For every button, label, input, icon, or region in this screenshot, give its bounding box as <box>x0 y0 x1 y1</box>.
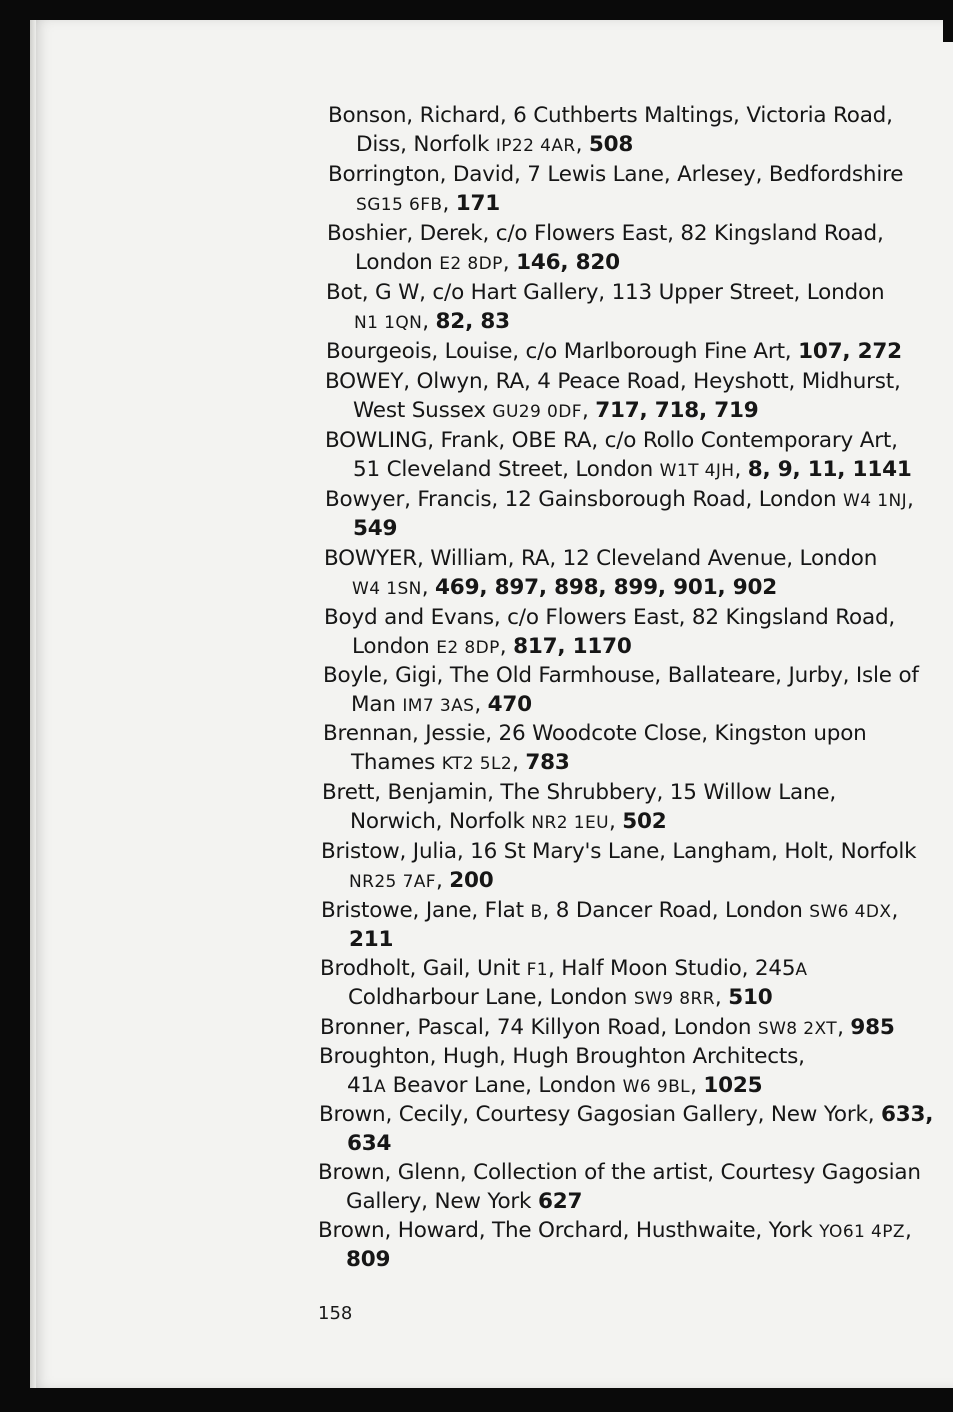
page-references: 211 <box>349 927 394 953</box>
postcode: SG15 6FB <box>356 195 443 216</box>
page-references: 502 <box>622 809 667 835</box>
entry-continuation-line <box>326 307 884 336</box>
entry-continuation-line <box>328 130 893 159</box>
index-entry-broughton <box>319 1042 805 1101</box>
entry-continuation-line <box>321 925 898 954</box>
entry-text: , <box>837 1015 851 1040</box>
entry-text: Bourgeois, Louise, c/o Marlborough Fine Art, <box>326 339 799 364</box>
index-entry-bowyer-francis <box>325 485 914 544</box>
page-references: 634 <box>347 1131 392 1157</box>
entry-text: BOWEY, Olwyn, RA, 4 Peace Road, Heyshott, Midhurst, <box>325 369 901 394</box>
entry-text: Thames <box>351 750 442 776</box>
page-references: 809 <box>346 1247 391 1273</box>
postcode: B <box>530 902 543 922</box>
entry-text: Bonson, Richard, 6 Cuthberts Maltings, Victoria Road, <box>328 103 893 128</box>
entry-text: , <box>422 309 436 335</box>
entry-continuation-line <box>325 455 912 484</box>
entry-text: BOWLING, Frank, OBE RA, c/o Rollo Contemporary Art, <box>325 428 898 453</box>
postcode: W6 9BL <box>622 1077 691 1098</box>
postcode: A <box>795 960 808 980</box>
entry-continuation-line <box>318 1245 912 1274</box>
page-references: 469, 897, 898, 899, 901, 902 <box>435 575 777 601</box>
page-references: 1025 <box>703 1073 763 1099</box>
entry-text: Brennan, Jessie, 26 Woodcote Close, Kingston upon <box>323 721 867 746</box>
index-entry-brown-glenn <box>318 1158 921 1217</box>
entry-text: Gallery, New York <box>346 1189 538 1215</box>
page-references: 510 <box>728 985 773 1011</box>
entry-text: Man <box>351 692 403 718</box>
entry-continuation-line <box>321 866 916 895</box>
entry-text: Brown, Howard, The Orchard, Husthwaite, York <box>318 1218 820 1243</box>
page-references: 817, 1170 <box>513 634 632 660</box>
postcode: KT2 5L2 <box>441 754 513 775</box>
index-entry-bowyer-william <box>324 544 877 603</box>
entry-text: , 8 Dancer Road, London <box>542 898 810 923</box>
page-references: 146, 820 <box>516 250 620 276</box>
entry-continuation-line <box>323 690 919 719</box>
postcode: W1T 4JH <box>659 461 735 482</box>
postcode: YO61 4PZ <box>819 1222 905 1242</box>
entry-continuation-line <box>323 748 867 777</box>
entry-text: , <box>575 132 589 158</box>
entry-text: 41 <box>347 1073 374 1099</box>
entry-first-line <box>325 367 901 396</box>
entry-text: Boshier, Derek, c/o Flowers East, 82 Kingsland Road, <box>327 221 884 246</box>
entry-text: , <box>502 250 517 276</box>
entry-text: Coldharbour Lane, London <box>348 985 634 1011</box>
entry-text: BOWYER, William, RA, 12 Cleveland Avenue, London <box>324 546 878 571</box>
entry-first-line <box>319 1100 933 1129</box>
entry-text: , <box>436 868 450 894</box>
index-entry-brown-howard <box>318 1216 912 1275</box>
postcode: GU29 0DF <box>492 402 582 423</box>
entry-text: Bronner, Pascal, 74 Killyon Road, London <box>320 1015 758 1040</box>
entry-text: , <box>512 750 526 776</box>
index-entry-bristowe <box>321 896 898 955</box>
entry-text: , <box>421 575 436 601</box>
postcode: W4 1NJ <box>843 491 907 511</box>
entry-first-line <box>328 101 893 130</box>
page-references: 717, 718, 719 <box>595 398 759 424</box>
entry-text: , <box>907 487 914 512</box>
entry-text: , <box>904 1218 912 1243</box>
page-references: 633, <box>881 1102 934 1127</box>
entry-continuation-line <box>320 983 807 1012</box>
postcode: A <box>373 1077 386 1098</box>
entry-text: Broughton, Hugh, Hugh Broughton Architects, <box>319 1044 805 1069</box>
entry-first-line <box>325 485 914 514</box>
postcode: E2 8DP <box>439 254 503 275</box>
entry-continuation-line <box>327 248 884 277</box>
page-references: 8, 9, 11, 1141 <box>747 457 912 483</box>
entry-text: , <box>474 692 488 718</box>
postcode: NR25 7AF <box>349 872 436 893</box>
entry-first-line <box>325 426 912 455</box>
entry-continuation-line <box>328 189 903 218</box>
entry-text: , <box>891 898 899 923</box>
entry-continuation-line <box>318 1187 921 1216</box>
entry-first-line <box>320 1013 895 1042</box>
entry-text: Bowyer, Francis, 12 Gainsborough Road, London <box>325 487 844 512</box>
entry-text: Diss, Norfolk <box>356 132 496 158</box>
entry-text: London <box>352 634 437 660</box>
page-references: 783 <box>525 750 570 776</box>
entry-continuation-line <box>322 807 836 836</box>
page-references: 549 <box>353 516 398 542</box>
entry-text: Bristowe, Jane, Flat <box>321 898 531 923</box>
entry-text: Boyle, Gigi, The Old Farmhouse, Ballateare, Jurby, Isle of <box>323 663 919 688</box>
page-number: 158 <box>318 1303 353 1324</box>
entry-text: West Sussex <box>353 398 493 424</box>
index-entry-brodholt <box>320 954 807 1013</box>
entry-continuation-line <box>319 1129 933 1158</box>
entry-text: , <box>608 809 623 835</box>
entry-text: Brodholt, Gail, Unit <box>320 956 527 981</box>
index-entry-brown-cecily <box>319 1100 933 1159</box>
entry-text: Bristow, Julia, 16 St Mary's Lane, Langham, Holt, Norfolk <box>321 839 917 864</box>
entry-text: Brett, Benjamin, The Shrubbery, 15 Willow Lane, <box>322 780 837 805</box>
index-entry-brennan <box>323 719 867 778</box>
entry-text: , <box>442 191 456 217</box>
entry-continuation-line <box>325 514 914 543</box>
page-references: 470 <box>487 692 532 718</box>
page-references: 171 <box>455 191 501 217</box>
page-references: 82, 83 <box>435 309 510 335</box>
index-entry-boyd-evans <box>324 603 895 662</box>
scan-border <box>943 0 953 42</box>
index-entry-brett <box>322 778 836 837</box>
entry-text: Boyd and Evans, c/o Flowers East, 82 Kingsland Road, <box>324 605 896 630</box>
entry-first-line <box>328 160 903 189</box>
index-entry-bourgeois <box>326 337 902 366</box>
entry-first-line <box>323 719 867 748</box>
entry-continuation-line <box>325 396 901 425</box>
entry-text: Borrington, David, 7 Lewis Lane, Arlesey, Bedfordshire <box>328 162 904 187</box>
postcode: N1 1QN <box>354 313 423 334</box>
page-references: 627 <box>537 1189 583 1215</box>
postcode: SW9 8RR <box>633 989 715 1010</box>
entry-continuation-line <box>319 1071 805 1100</box>
entry-first-line <box>324 603 895 632</box>
index-entry-borrington <box>328 160 903 219</box>
entry-text: London <box>355 250 440 276</box>
entry-first-line <box>319 1042 805 1071</box>
entry-first-line <box>323 661 919 690</box>
postcode: IP22 4AR <box>495 136 576 157</box>
entry-first-line <box>320 954 807 983</box>
index-entry-bowey <box>325 367 901 426</box>
entry-first-line <box>324 544 877 573</box>
entry-text: Bot, G W, c/o Hart Gallery, 113 Upper Street, London <box>326 280 885 305</box>
page-references: 985 <box>850 1015 895 1040</box>
index-entry-bronner <box>320 1013 895 1042</box>
index-entry-boyle <box>323 661 919 720</box>
entry-first-line <box>326 278 884 307</box>
postcode: SW6 4DX <box>809 902 892 922</box>
page-references: 200 <box>449 868 494 894</box>
entry-text: , <box>690 1073 704 1099</box>
entry-continuation-line <box>324 632 895 661</box>
postcode: F1 <box>526 960 549 980</box>
postcode: E2 8DP <box>436 638 500 659</box>
entry-first-line <box>326 337 902 366</box>
entry-text: , <box>714 985 729 1011</box>
entry-text: , <box>581 398 596 424</box>
entry-text: , <box>499 634 514 660</box>
entry-text: Brown, Glenn, Collection of the artist, Courtesy Gagosian <box>318 1160 921 1185</box>
entry-text: 51 Cleveland Street, London <box>353 457 660 483</box>
index-entry-bowling <box>325 426 912 485</box>
entry-text: Norwich, Norfolk <box>350 809 532 835</box>
postcode: IM7 3AS <box>402 696 475 717</box>
page-edge-shadow <box>30 20 36 1388</box>
entry-first-line <box>321 896 898 925</box>
entry-text: , Half Moon Studio, 245 <box>548 956 796 981</box>
entry-first-line <box>322 778 836 807</box>
entry-first-line <box>318 1216 912 1245</box>
postcode: NR2 1EU <box>531 813 609 834</box>
entry-first-line <box>327 219 884 248</box>
entry-first-line <box>321 837 916 866</box>
page-references: 508 <box>588 132 634 158</box>
entry-text: , <box>734 457 748 483</box>
postcode: SW8 2XT <box>757 1019 838 1039</box>
index-entry-bonson <box>328 101 893 160</box>
entry-continuation-line <box>324 573 877 602</box>
postcode: W4 1SN <box>352 579 422 600</box>
entry-text: Brown, Cecily, Courtesy Gagosian Gallery, New York, <box>319 1102 882 1127</box>
entry-text: Beavor Lane, London <box>386 1073 623 1099</box>
index-entry-boshier <box>327 219 884 278</box>
index-entry-bristow <box>321 837 916 896</box>
index-entry-bot <box>326 278 884 337</box>
entry-first-line <box>318 1158 921 1187</box>
page-references: 107, 272 <box>798 339 902 364</box>
